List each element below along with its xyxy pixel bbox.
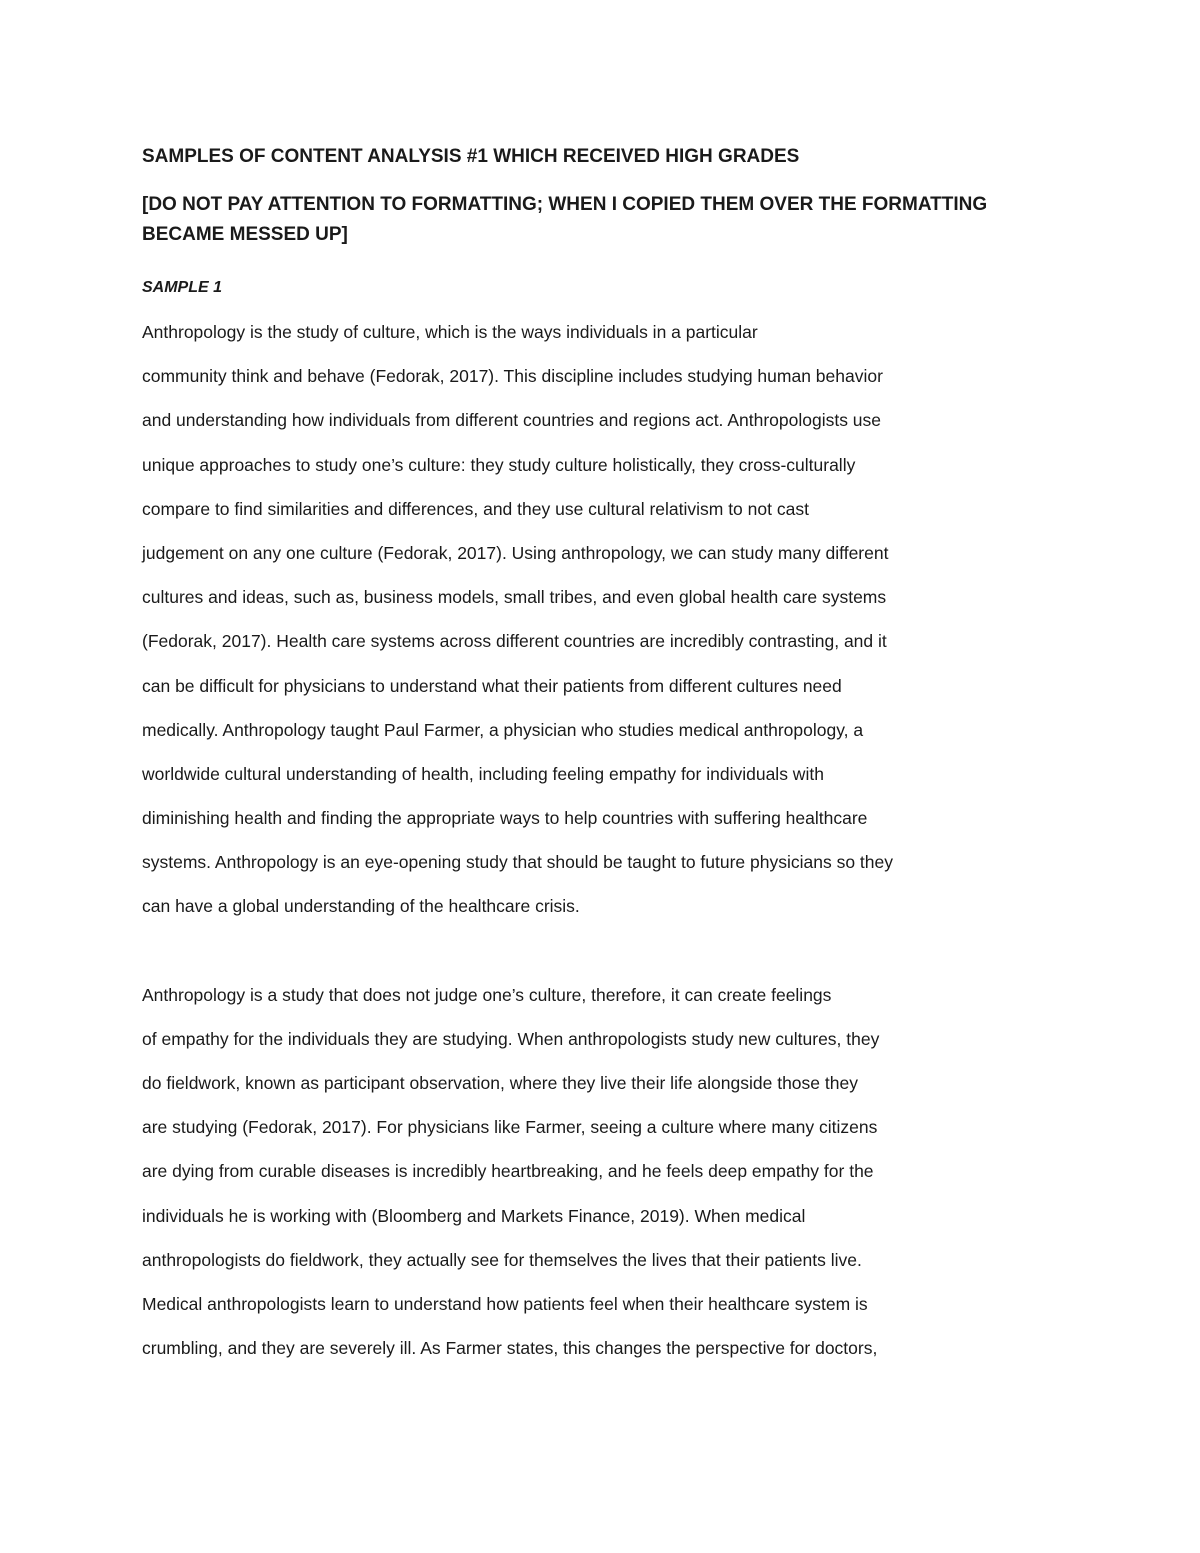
text-line: can have a global understanding of the healthcare crisis. [142, 896, 580, 917]
text-line: diminishing health and finding the appropriate ways to help countries with suffering healthcare [142, 808, 868, 829]
text-line: are dying from curable diseases is incredibly heartbreaking, and he feels deep empathy for the [142, 1161, 874, 1182]
text-line: unique approaches to study one’s culture: they study culture holistically, they cross-culturally [142, 454, 856, 475]
text-line: are studying (Fedorak, 2017). For physicians like Farmer, seeing a culture where many citizens [142, 1117, 878, 1138]
document-content [142, 140, 1062, 1370]
paragraph-1 [142, 310, 1062, 929]
text-line: of empathy for the individuals they are studying. When anthropologists study new cultures, they [142, 1028, 880, 1049]
text-line: judgement on any one culture (Fedorak, 2017). Using anthropology, we can study many different [142, 542, 889, 563]
text-line: compare to find similarities and differences, and they use cultural relativism to not cast [142, 498, 809, 519]
note-line: BECAME MESSED UP] [142, 224, 348, 245]
text-line: crumbling, and they are severely ill. As Farmer states, this changes the perspective for doctors, [142, 1338, 878, 1359]
sample-heading: SAMPLE 1 [142, 279, 223, 296]
text-line: Anthropology is a study that does not judge one’s culture, therefore, it can create feelings [142, 984, 832, 1005]
text-line: (Fedorak, 2017). Health care systems across different countries are incredibly contrasting, and it [142, 631, 887, 652]
formatting-note [142, 190, 1062, 250]
text-line: community think and behave (Fedorak, 2017). This discipline includes studying human behavior [142, 366, 883, 387]
text-line: Anthropology is the study of culture, which is the ways individuals in a particular [142, 322, 758, 342]
text-line: individuals he is working with (Bloomberg and Markets Finance, 2019). When medical [142, 1205, 806, 1226]
note-line: [DO NOT PAY ATTENTION TO FORMATTING; WHEN I COPIED THEM OVER THE FORMATTING [142, 194, 988, 215]
text-line: cultures and ideas, such as, business models, small tribes, and even global health care systems [142, 587, 887, 608]
text-line: medically. Anthropology taught Paul Farmer, a physician who studies medical anthropology, a [142, 719, 864, 740]
text-line: can be difficult for physicians to understand what their patients from different cultures need [142, 675, 842, 696]
text-line: systems. Anthropology is an eye-opening study that should be taught to future physicians so they [142, 852, 894, 873]
document-title: SAMPLES OF CONTENT ANALYSIS #1 WHICH RECEIVED HIGH GRADES [142, 146, 800, 167]
text-line: anthropologists do fieldwork, they actually see for themselves the lives that their patients live. [142, 1249, 862, 1270]
text-line: and understanding how individuals from different countries and regions act. Anthropologists use [142, 410, 882, 431]
text-line: worldwide cultural understanding of health, including feeling empathy for individuals with [142, 763, 824, 784]
paragraph-2 [142, 973, 1062, 1371]
text-line: Medical anthropologists learn to understand how patients feel when their healthcare system is [142, 1293, 868, 1314]
text-line: do fieldwork, known as participant observation, where they live their life alongside those they [142, 1073, 858, 1093]
